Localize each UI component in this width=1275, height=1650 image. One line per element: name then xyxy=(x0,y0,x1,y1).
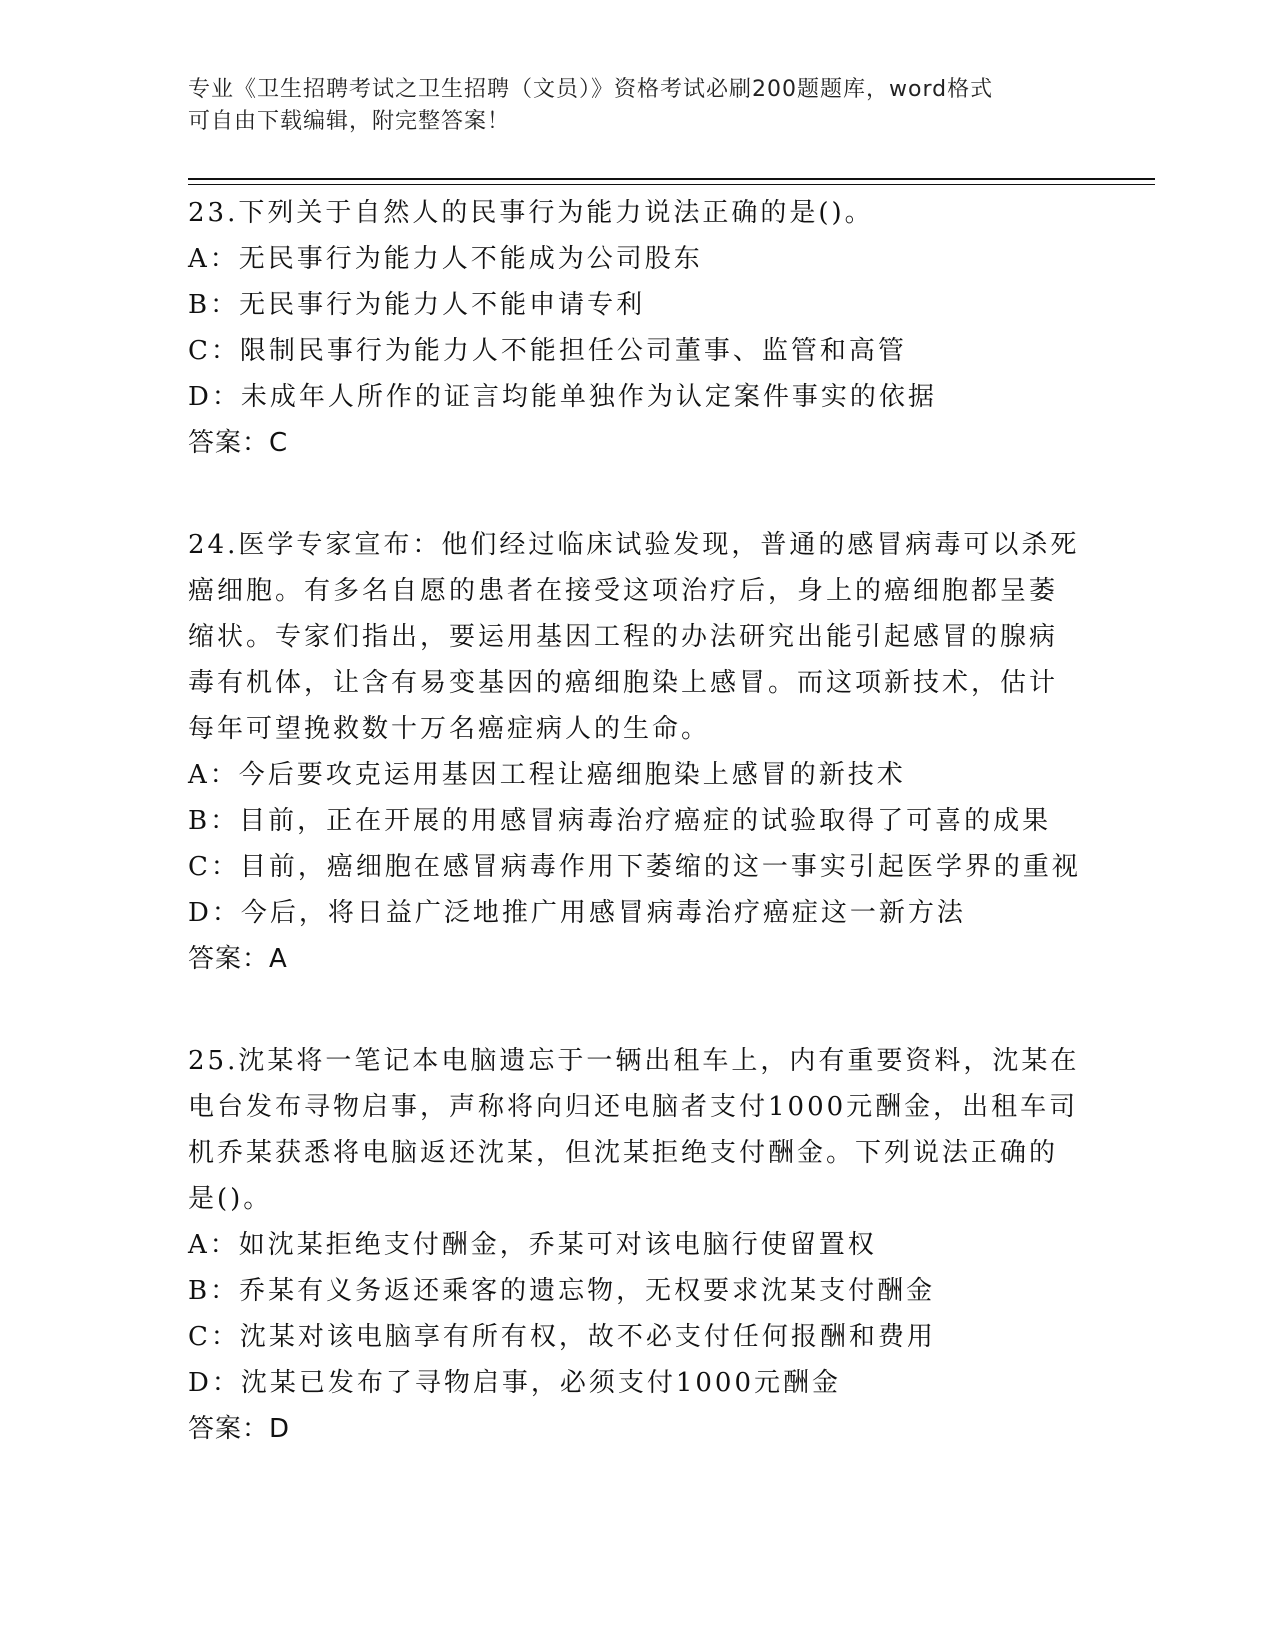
question-stem: 癌细胞。有多名自愿的患者在接受这项治疗后，身上的癌细胞都呈萎 xyxy=(188,576,1059,606)
header-rule-thin xyxy=(188,184,1155,185)
option-b: B：无民事行为能力人不能申请专利 xyxy=(188,290,646,320)
answer-line: 答案：A xyxy=(188,944,288,974)
question-list xyxy=(188,190,1088,1452)
header-line-2: 可自由下载编辑，附完整答案！ xyxy=(188,109,511,134)
question-stem: 每年可望挽救数十万名癌症病人的生命。 xyxy=(188,714,711,744)
option-d: D：沈某已发布了寻物启事，必须支付1000元酬金 xyxy=(188,1368,842,1398)
question-stem: 是()。 xyxy=(188,1184,273,1214)
option-a: A：如沈某拒绝支付酬金，乔某可对该电脑行使留置权 xyxy=(188,1230,877,1260)
question-25 xyxy=(188,1038,1088,1452)
option-d: D：今后，将日益广泛地推广用感冒病毒治疗癌症这一新方法 xyxy=(188,898,966,928)
header-rule-thick xyxy=(188,178,1155,180)
option-d: D：未成年人所作的证言均能单独作为认定案件事实的依据 xyxy=(188,382,937,412)
question-stem: 24.医学专家宣布：他们经过临床试验发现，普通的感冒病毒可以杀死 xyxy=(188,530,1080,560)
answer-line: 答案：D xyxy=(188,1414,291,1444)
question-stem: 毒有机体，让含有易变基因的癌细胞染上感冒。而这项新技术，估计 xyxy=(188,668,1059,698)
option-b: B：乔某有义务返还乘客的遗忘物，无权要求沈某支付酬金 xyxy=(188,1276,936,1306)
question-24 xyxy=(188,522,1088,982)
option-a: A：今后要攻克运用基因工程让癌细胞染上感冒的新技术 xyxy=(188,760,906,790)
option-c: C：沈某对该电脑享有所有权，故不必支付任何报酬和费用 xyxy=(188,1322,936,1352)
page-header xyxy=(188,74,1088,138)
option-a: A：无民事行为能力人不能成为公司股东 xyxy=(188,244,703,274)
question-gap xyxy=(188,466,1088,522)
question-23 xyxy=(188,190,1088,466)
question-stem: 机乔某获悉将电脑返还沈某，但沈某拒绝支付酬金。下列说法正确的 xyxy=(188,1138,1059,1168)
question-stem: 电台发布寻物启事，声称将向归还电脑者支付1000元酬金，出租车司 xyxy=(188,1092,1079,1122)
header-line-1: 专业《卫生招聘考试之卫生招聘（文员）》资格考试必刷200题题库，word格式 xyxy=(188,77,994,102)
option-c: C：目前，癌细胞在感冒病毒作用下萎缩的这一事实引起医学界的重视 xyxy=(188,852,1081,882)
question-gap xyxy=(188,982,1088,1038)
answer-line: 答案：C xyxy=(188,428,289,458)
option-b: B：目前，正在开展的用感冒病毒治疗癌症的试验取得了可喜的成果 xyxy=(188,806,1052,836)
question-stem: 缩状。专家们指出，要运用基因工程的办法研究出能引起感冒的腺病 xyxy=(188,622,1059,652)
question-stem: 23.下列关于自然人的民事行为能力说法正确的是()。 xyxy=(188,198,874,228)
question-stem: 25.沈某将一笔记本电脑遗忘于一辆出租车上，内有重要资料，沈某在 xyxy=(188,1046,1080,1076)
option-c: C：限制民事行为能力人不能担任公司董事、监管和高管 xyxy=(188,336,907,366)
